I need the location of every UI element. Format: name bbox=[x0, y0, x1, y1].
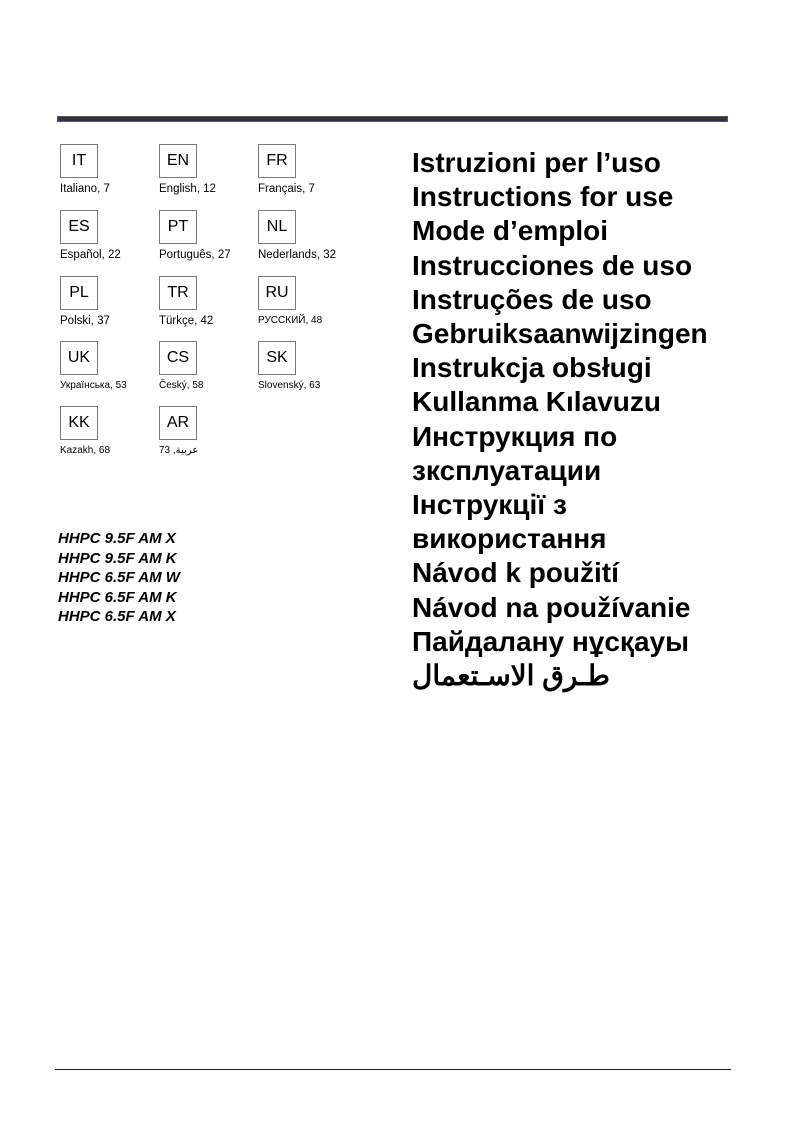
title-tr: Kullanma Kılavuzu bbox=[412, 386, 661, 418]
model-list bbox=[58, 529, 180, 627]
title-ru-line1: Инструкция по bbox=[412, 420, 618, 452]
lang-code-box[interactable]: IT bbox=[60, 144, 98, 178]
model-name: HHPC 6.5F AM W bbox=[58, 569, 180, 587]
lang-label: Slovenský, 63 bbox=[258, 380, 321, 391]
lang-entry-nl[interactable] bbox=[258, 210, 358, 261]
lang-label: عربية, 73 bbox=[159, 445, 199, 456]
title-nl: Gebruiksaanwijzingen bbox=[412, 318, 708, 350]
lang-entry-pt[interactable] bbox=[159, 210, 259, 261]
lang-code-box[interactable]: CS bbox=[159, 341, 197, 375]
lang-code-box[interactable]: UK bbox=[60, 341, 98, 375]
model-name: HHPC 9.5F AM X bbox=[58, 530, 176, 547]
lang-label: Český, 58 bbox=[159, 380, 204, 391]
lang-label: Français, 7 bbox=[258, 183, 315, 195]
lang-code-box[interactable]: AR bbox=[159, 406, 197, 440]
lang-label: Türkçe, 42 bbox=[159, 315, 214, 327]
lang-entry-ru[interactable] bbox=[258, 276, 358, 326]
lang-code-box[interactable]: KK bbox=[60, 406, 98, 440]
title-uk-line1: Інструкції з bbox=[412, 489, 567, 521]
lang-entry-pl[interactable] bbox=[60, 276, 160, 327]
lang-label: English, 12 bbox=[159, 183, 216, 195]
title-es: Instrucciones de uso bbox=[412, 249, 693, 281]
lang-label: Español, 22 bbox=[60, 249, 121, 261]
lang-entry-es[interactable] bbox=[60, 210, 160, 261]
lang-code-box[interactable]: EN bbox=[159, 144, 197, 178]
lang-code-box[interactable]: RU bbox=[258, 276, 296, 310]
lang-code-box[interactable]: FR bbox=[258, 144, 296, 178]
title-pt: Instruções de uso bbox=[412, 283, 652, 315]
title-en: Instructions for use bbox=[412, 181, 674, 213]
header-rule bbox=[57, 116, 728, 122]
lang-entry-en[interactable] bbox=[159, 144, 259, 195]
model-name: HHPC 9.5F AM K bbox=[58, 549, 177, 567]
lang-code-box[interactable]: PT bbox=[159, 210, 197, 244]
lang-entry-uk[interactable] bbox=[60, 341, 160, 391]
title-ar: طـرق الاسـتعمال bbox=[412, 660, 610, 692]
title-cs: Návod k použití bbox=[412, 557, 619, 589]
lang-label: Українська, 53 bbox=[60, 380, 127, 391]
title-fr: Mode d’emploi bbox=[412, 215, 608, 247]
lang-label: Italiano, 7 bbox=[60, 183, 110, 195]
lang-code-box[interactable]: PL bbox=[60, 276, 98, 310]
lang-entry-ar[interactable] bbox=[159, 406, 259, 456]
model-name: HHPC 6.5F AM K bbox=[58, 588, 177, 606]
lang-code-box[interactable]: ES bbox=[60, 210, 98, 244]
title-uk-line2: використання bbox=[412, 523, 607, 555]
model-name: HHPC 6.5F AM X bbox=[58, 608, 176, 626]
title-ru-line2: зксплуатации bbox=[412, 454, 602, 486]
lang-entry-kk[interactable] bbox=[60, 406, 160, 456]
title-kk: Пайдалану нұсқауы bbox=[412, 625, 690, 657]
lang-label: Nederlands, 32 bbox=[258, 249, 336, 261]
lang-code-box[interactable]: SK bbox=[258, 341, 296, 375]
lang-label: Kazakh, 68 bbox=[60, 445, 111, 456]
lang-entry-tr[interactable] bbox=[159, 276, 259, 327]
lang-label: Polski, 37 bbox=[60, 315, 110, 327]
footer-rule bbox=[55, 1069, 731, 1070]
lang-entry-sk[interactable] bbox=[258, 341, 358, 391]
lang-label: Português, 27 bbox=[159, 249, 231, 261]
lang-code-box[interactable]: TR bbox=[159, 276, 197, 310]
manual-titles bbox=[412, 146, 708, 693]
lang-entry-it[interactable] bbox=[60, 144, 160, 195]
lang-entry-cs[interactable] bbox=[159, 341, 259, 391]
title-it: Istruzioni per l’uso bbox=[412, 147, 661, 178]
lang-code-box[interactable]: NL bbox=[258, 210, 296, 244]
title-pl: Instrukcja obsługi bbox=[412, 352, 652, 384]
title-sk: Návod na používanie bbox=[412, 591, 691, 623]
lang-label: РУССКИЙ, 48 bbox=[258, 315, 323, 326]
lang-entry-fr[interactable] bbox=[258, 144, 358, 195]
